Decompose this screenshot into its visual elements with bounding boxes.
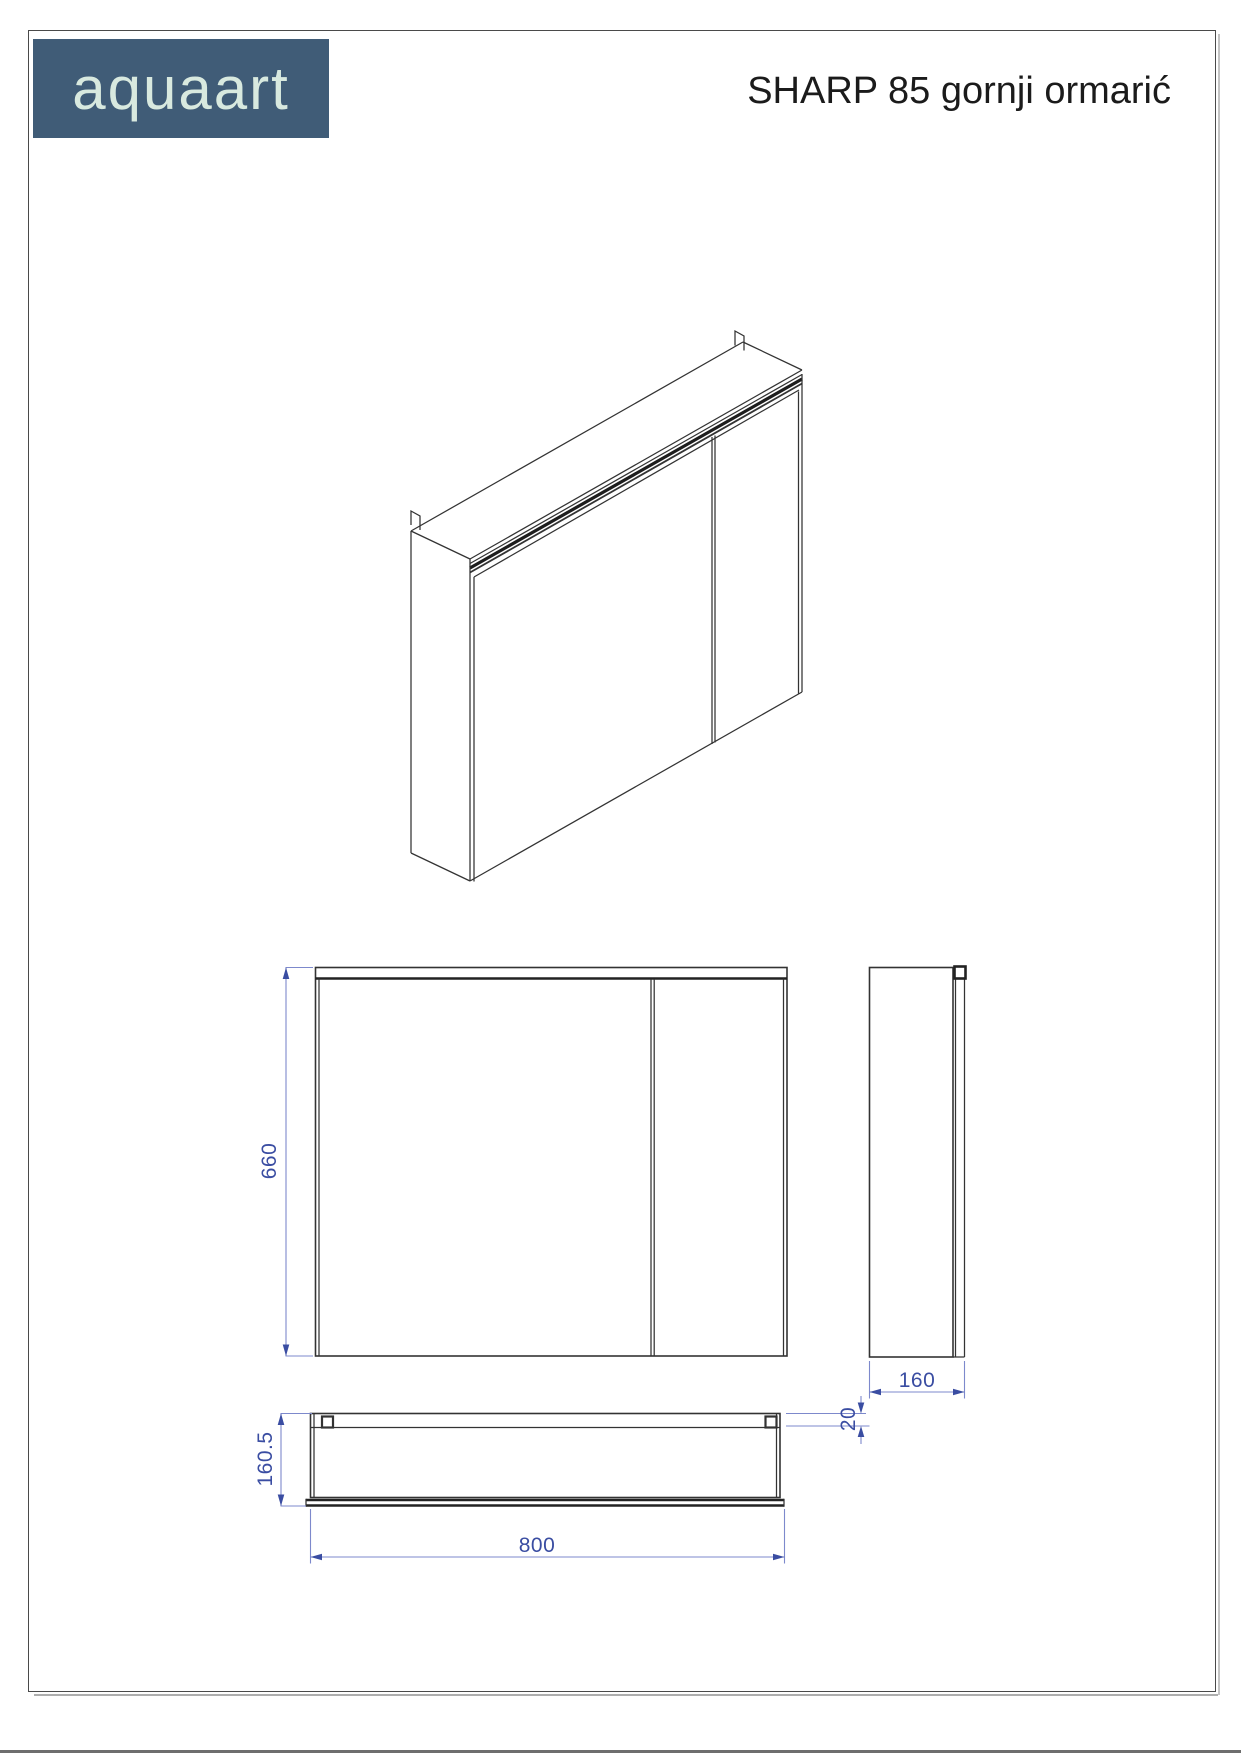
page-title: SHARP 85 gornji ormarić <box>747 70 1171 112</box>
logo-text: aquaart <box>72 54 290 122</box>
dimension-front-height <box>283 968 313 1357</box>
wall-bracket <box>955 967 966 979</box>
isometric-view <box>411 331 802 882</box>
mirror-door-edge <box>306 1500 784 1506</box>
dim-label-side-depth: 160 <box>898 1369 936 1392</box>
plan-view <box>306 1414 784 1507</box>
dimension-plan-depth <box>278 1414 312 1507</box>
dim-label-plan-width: 800 <box>518 1534 556 1557</box>
dim-label-plan-depth: 160.5 <box>254 1431 277 1487</box>
hinge-plate-left <box>322 1417 333 1428</box>
dim-label-top-panel-thickness: 20 <box>837 1406 860 1432</box>
side-view <box>870 967 966 1358</box>
back-panel-tab-right <box>735 331 744 351</box>
hinge-plate-right <box>766 1417 777 1428</box>
front-view <box>316 968 788 1357</box>
dim-label-front-height: 660 <box>258 1142 281 1180</box>
front-door-split <box>651 979 654 1356</box>
side-door-edge <box>953 979 965 1357</box>
